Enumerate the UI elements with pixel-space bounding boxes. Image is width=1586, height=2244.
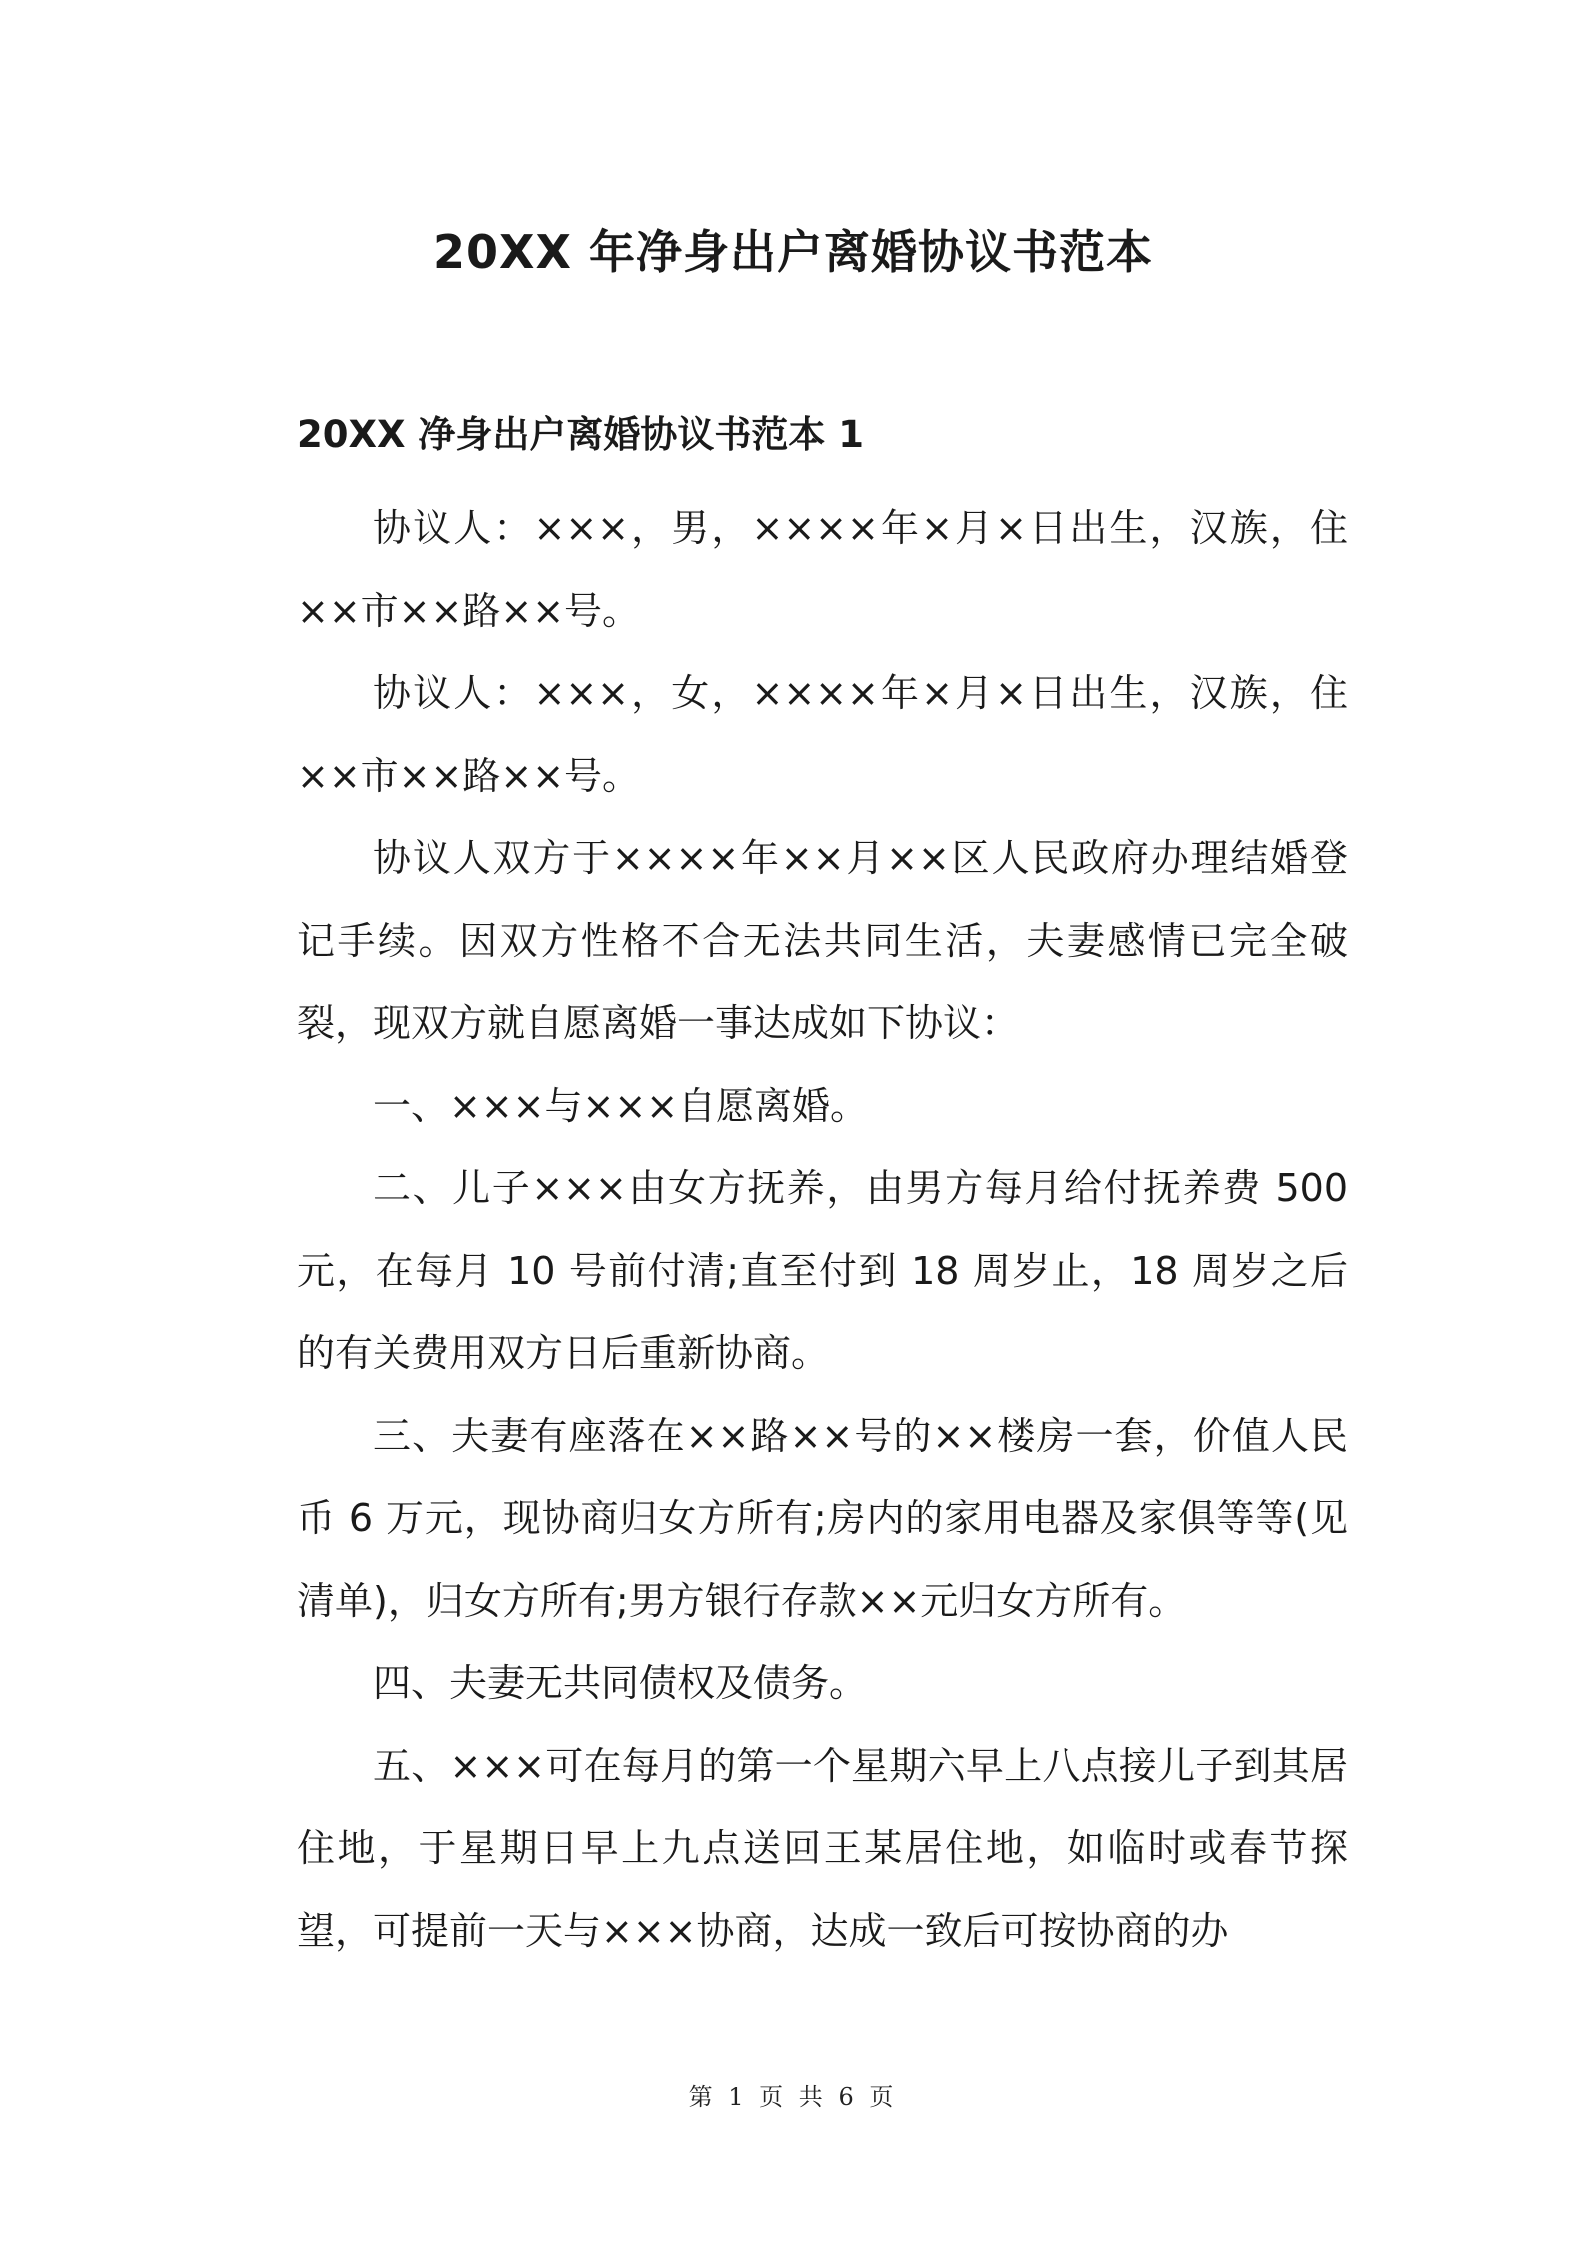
paragraph-clause-3: 三、夫妻有座落在××路××号的××楼房一套，价值人民币 6 万元，现协商归女方所有;房内的家用电器及家俱等等(见清单)，归女方所有;男方银行存款××元归女方所有。 bbox=[297, 1413, 1348, 1623]
paragraph-clause-5: 五、×××可在每月的第一个星期六早上八点接儿子到其居住地，于星期日早上九点送回王某居住地，如临时或春节探望，可提前一天与×××协商，达成一致后可按协商的办 bbox=[297, 1743, 1348, 1953]
paragraph-clause-4: 四、夫妻无共同债权及债务。 bbox=[373, 1661, 868, 1705]
section-heading: 20XX 净身出户离婚协议书范本 1 bbox=[297, 413, 865, 456]
paragraph-party-female: 协议人：×××，女，××××年×月×日出生，汉族，住××市××路××号。 bbox=[297, 671, 1348, 798]
paragraph-preamble: 协议人双方于××××年××月××区人民政府办理结婚登记手续。因双方性格不合无法共同生活，夫妻感情已完全破裂，现双方就自愿离婚一事达成如下协议： bbox=[297, 836, 1348, 1045]
paragraph-clause-1: 一、×××与×××自愿离婚。 bbox=[373, 1083, 869, 1128]
page-number-footer: 第 1 页 共 6 页 bbox=[688, 2083, 898, 2111]
document-title: 20XX 年净身出户离婚协议书范本 bbox=[433, 225, 1153, 279]
paragraph-party-male: 协议人：×××，男，××××年×月×日出生，汉族，住××市××路××号。 bbox=[297, 506, 1348, 633]
document-body bbox=[297, 487, 1348, 1972]
paragraph-clause-2: 二、儿子×××由女方抚养，由男方每月给付抚养费 500 元，在每月 10 号前付清;直至付到 18 周岁止，18 周岁之后的有关费用双方日后重新协商。 bbox=[297, 1166, 1348, 1375]
